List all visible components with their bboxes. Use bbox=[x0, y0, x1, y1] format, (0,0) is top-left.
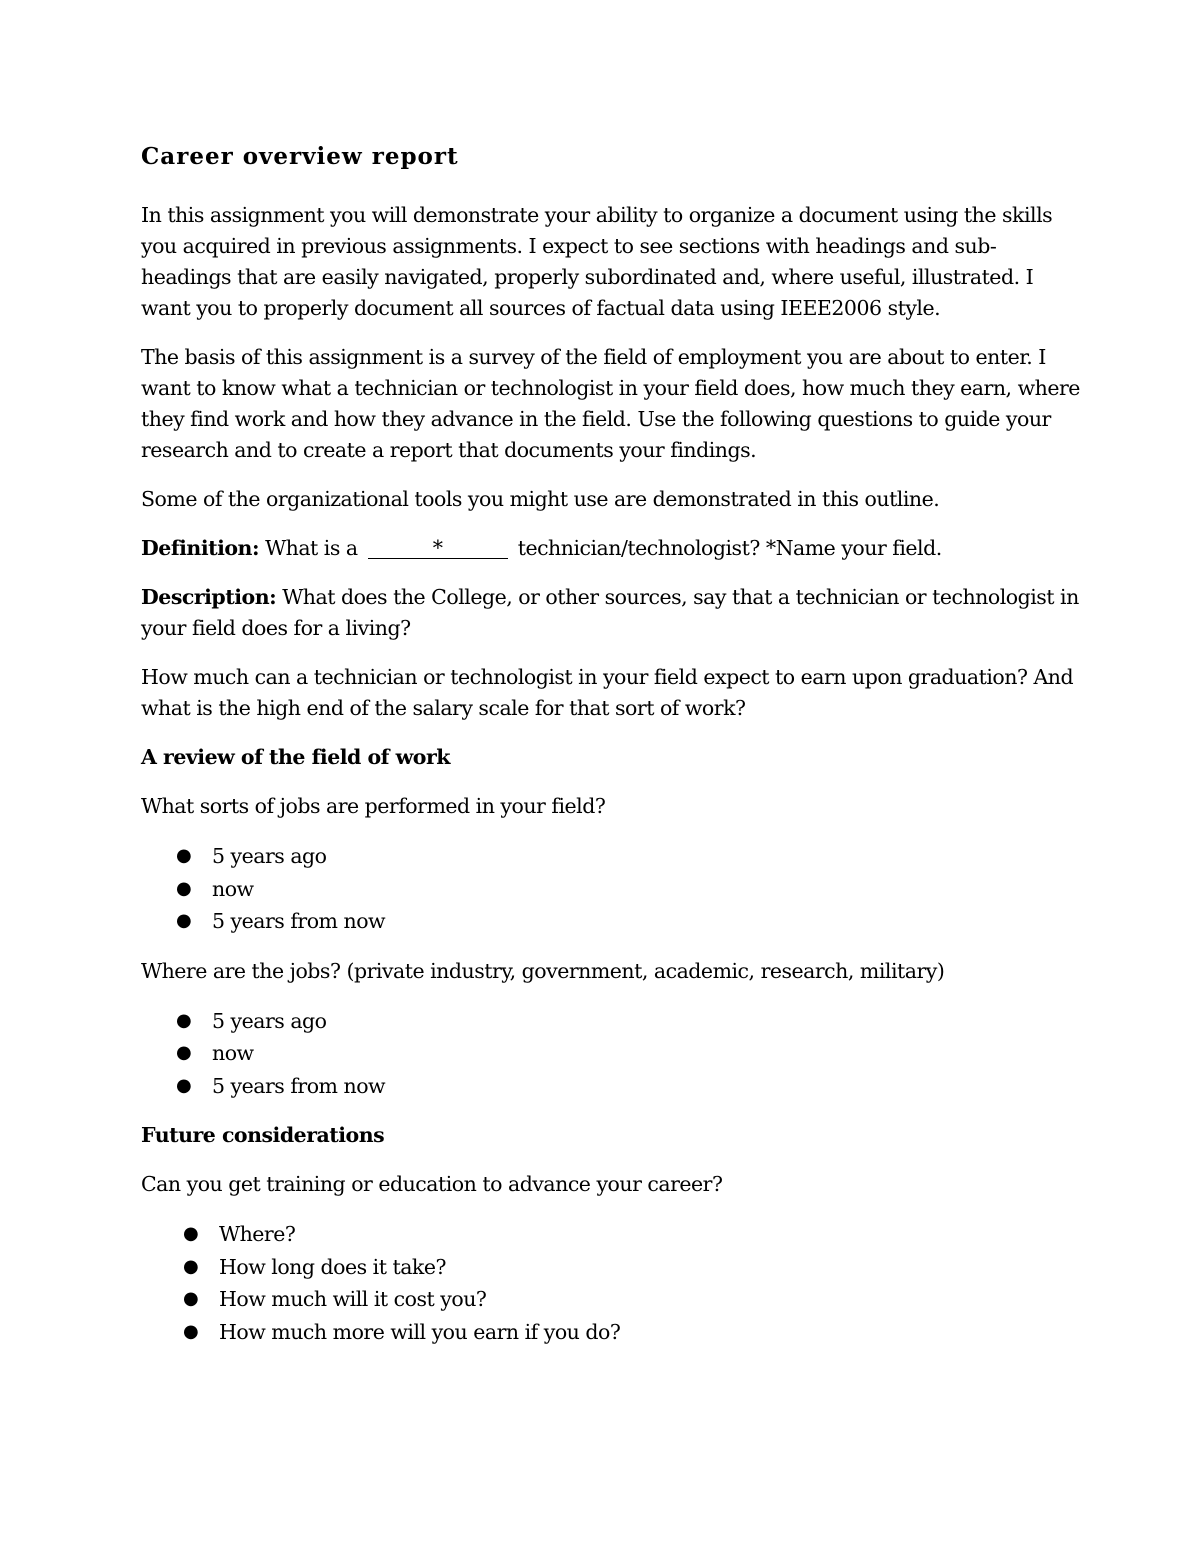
bullet-icon: ● bbox=[176, 877, 192, 899]
list-item: ● 5 years ago bbox=[176, 1005, 1080, 1038]
section-heading-review: A review of the field of work bbox=[141, 745, 450, 769]
bullet-icon: ● bbox=[176, 845, 192, 866]
list-item: ● 5 years from now bbox=[176, 1070, 1080, 1103]
intro-paragraph: Some of the organizational tools you might use are demonstrated in this outline. bbox=[141, 487, 940, 511]
future-list-training bbox=[141, 1218, 1080, 1348]
salary-paragraph: How much can a technician or technologist in your field expect to earn upon graduation? And what is the high end of the salary scale for that sort of work? bbox=[141, 665, 1074, 720]
document-title: Career overview report bbox=[141, 143, 459, 170]
list-item: ● How much more will you earn if you do? bbox=[183, 1316, 1080, 1349]
field-name-blank: * bbox=[368, 538, 508, 559]
intro-paragraph: In this assignment you will demonstrate your ability to organize a document using the skills you acquired in previous assignments. I expect to see sections with headings and sub-headings that are easily navigated, properly subordinated and, where useful, illustrated. I want you to properly document all sources of factual data using IEEE2006 style. bbox=[141, 203, 1053, 320]
review-question-where: Where are the jobs? (private industry, government, academic, research, military) bbox=[141, 958, 945, 983]
definition-before: What is a bbox=[265, 536, 358, 560]
section-heading-future: Future considerations bbox=[141, 1123, 385, 1147]
list-item: ● How much will it cost you? bbox=[183, 1283, 1080, 1316]
list-item: ● 5 years from now bbox=[176, 905, 1080, 938]
description-label: Description: bbox=[141, 585, 277, 609]
bullet-icon: ● bbox=[176, 1042, 192, 1063]
description-paragraph bbox=[141, 582, 1080, 644]
bullet-icon: ● bbox=[176, 910, 192, 931]
list-item: ● Where? bbox=[183, 1218, 1080, 1251]
review-list-where bbox=[141, 1005, 1080, 1103]
review-question-jobs: What sorts of jobs are performed in your field? bbox=[141, 794, 606, 818]
list-item: ● How long does it take? bbox=[183, 1251, 1080, 1284]
intro-paragraph: The basis of this assignment is a survey of the field of employment you are about to enter. I want to know what a technician or technologist in your field does, how much they earn, where they find work and how they advance in the field. Use the following questions to guide your research and to create a report that documents your findings. bbox=[141, 345, 1080, 462]
bullet-icon: ● bbox=[183, 1288, 199, 1309]
future-question-training: Can you get training or education to advance your career? bbox=[141, 1172, 723, 1196]
definition-after: technician/technologist? *Name your field. bbox=[517, 536, 942, 560]
bullet-icon: ● bbox=[176, 1009, 192, 1031]
bullet-icon: ● bbox=[183, 1320, 199, 1342]
list-item: ● now bbox=[176, 1037, 1080, 1070]
list-item: ● now bbox=[176, 873, 1080, 906]
definition-paragraph bbox=[141, 533, 1080, 564]
bullet-icon: ● bbox=[176, 1074, 192, 1096]
bullet-icon: ● bbox=[183, 1255, 199, 1277]
description-text: What does the College, or other sources, say that a technician or technologist in your field does for a living? bbox=[141, 585, 1079, 640]
definition-label: Definition: bbox=[141, 536, 260, 560]
list-item: ● 5 years ago bbox=[176, 840, 1080, 873]
bullet-icon: ● bbox=[183, 1223, 199, 1244]
review-list-jobs bbox=[141, 840, 1080, 938]
